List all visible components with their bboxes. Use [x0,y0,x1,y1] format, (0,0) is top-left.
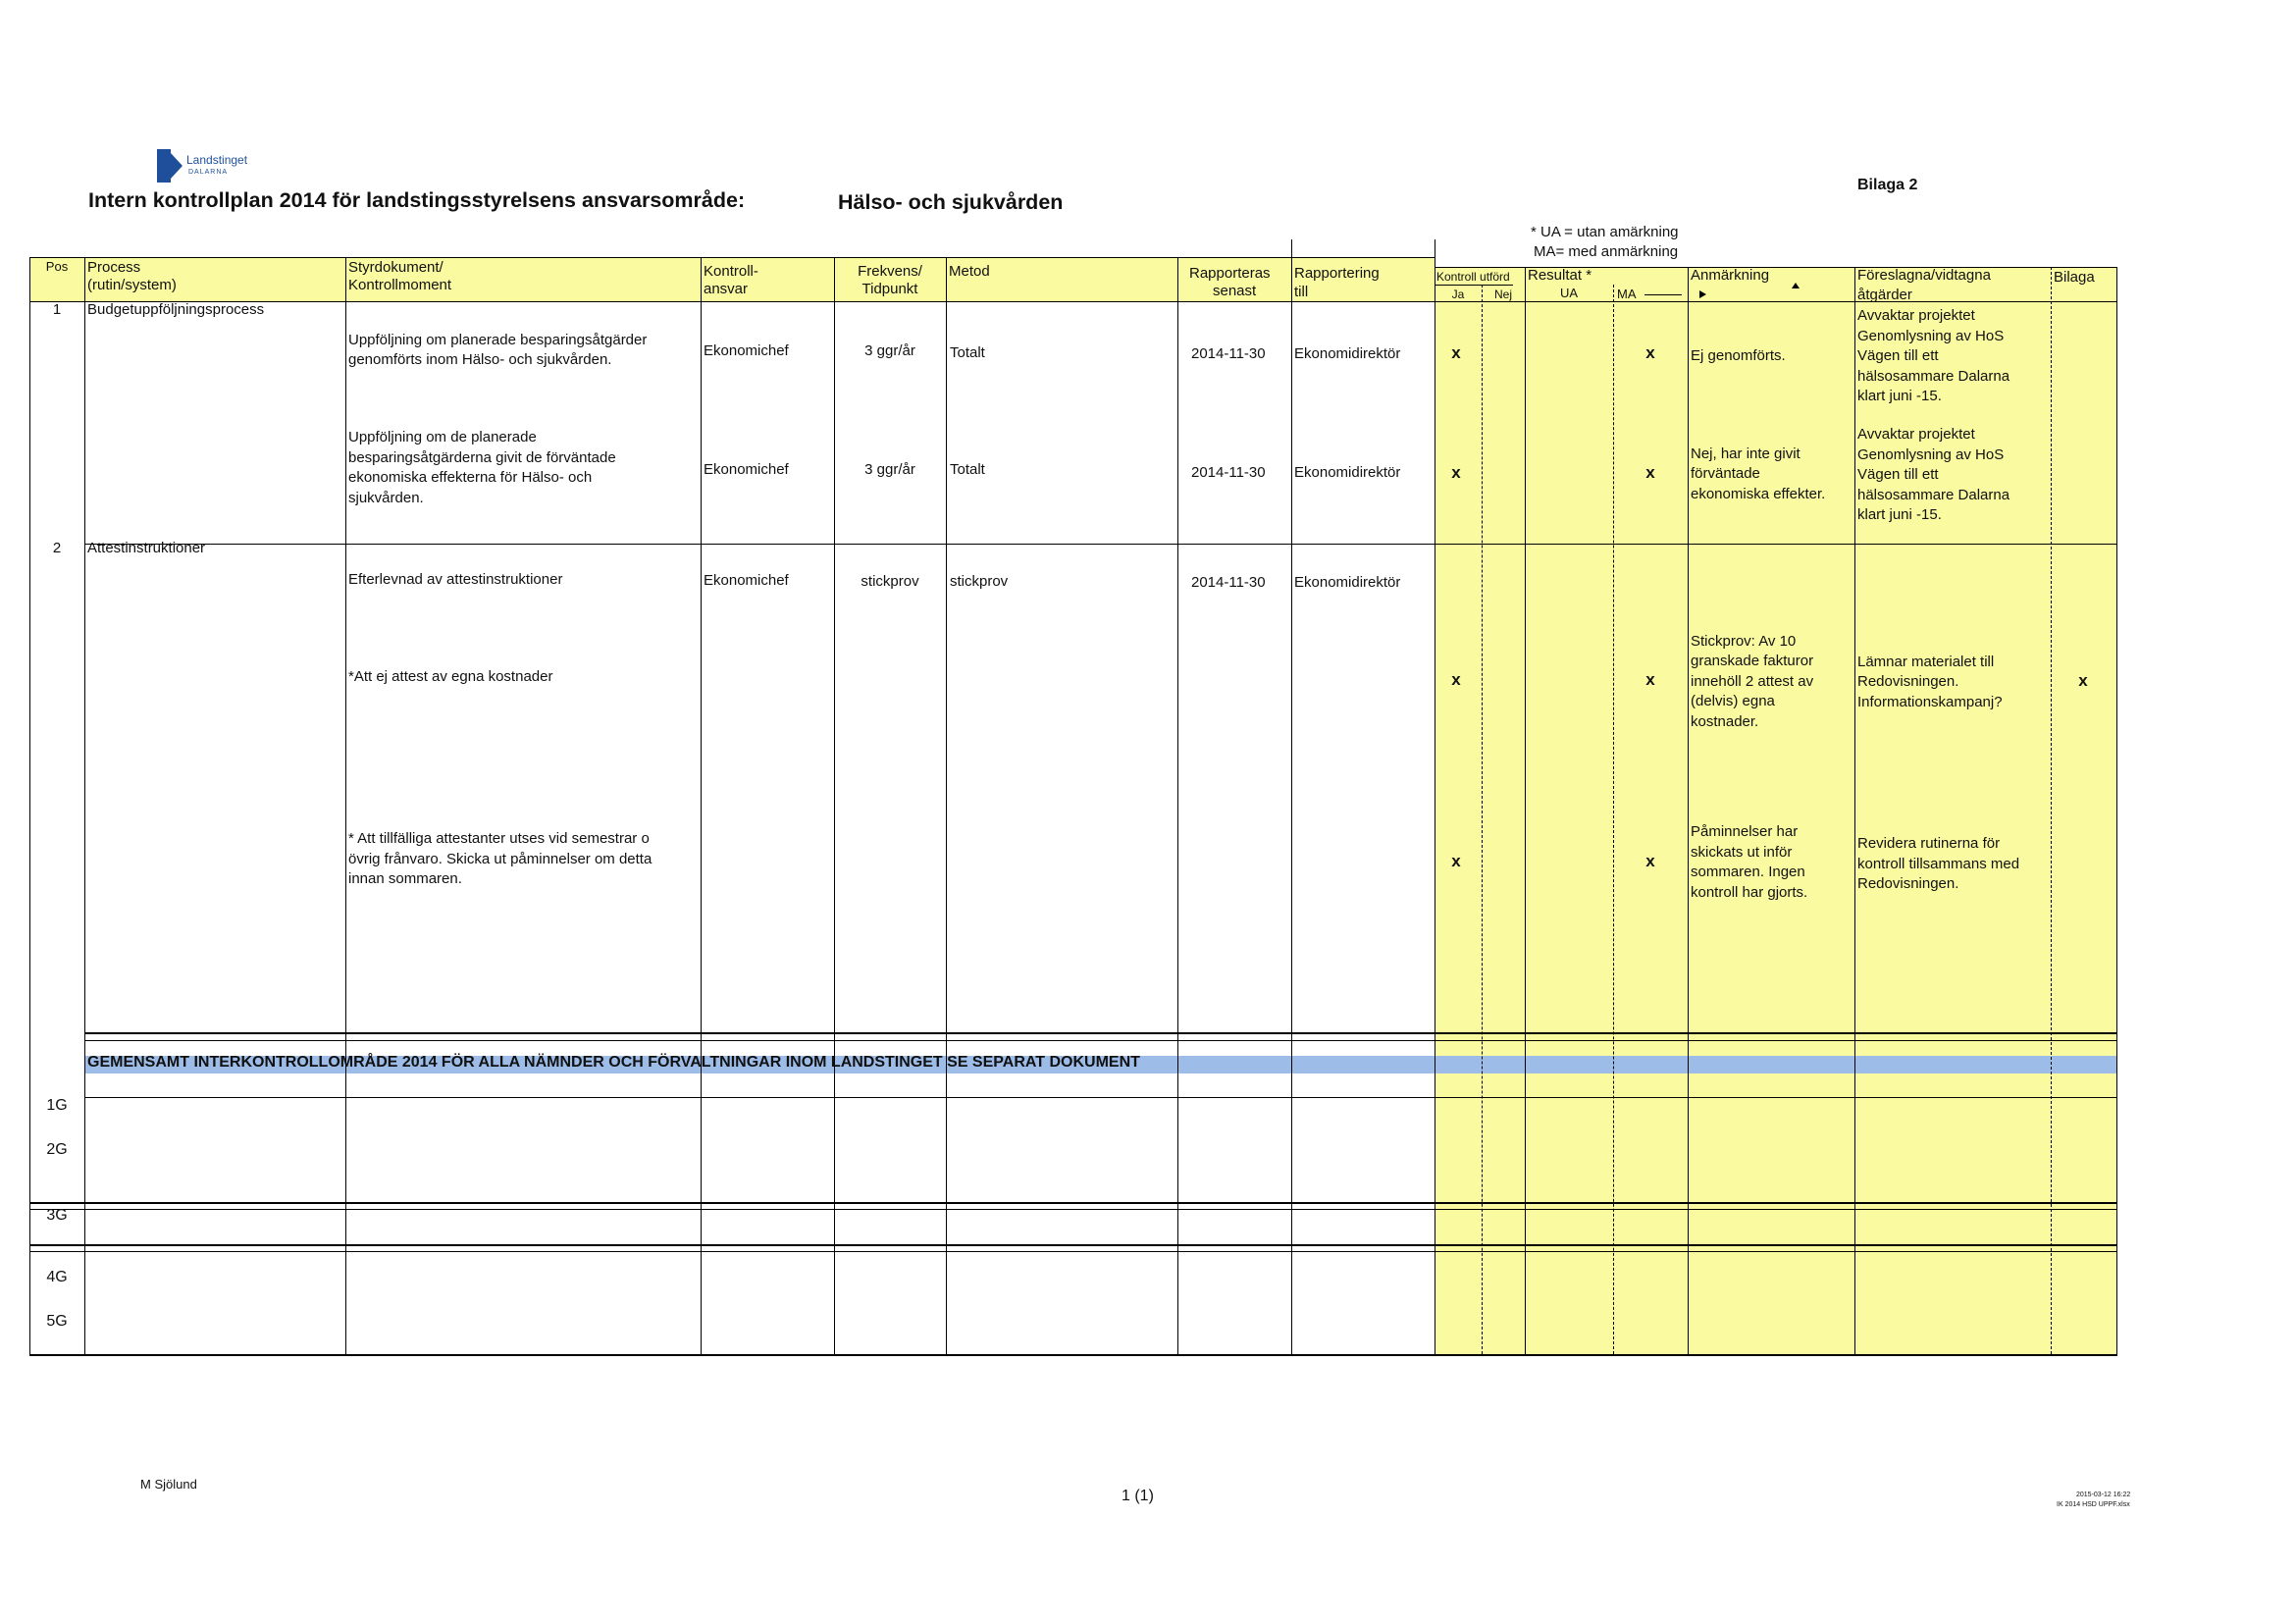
row2-process: Attestinstruktioner [87,540,206,556]
row1b-ja-mark: x [1451,463,1461,482]
footer-page-number: 1 (1) [1122,1488,1154,1504]
grid-line [29,257,1435,258]
col-header-resultat: Resultat * [1528,267,1592,284]
logo-org-sub: DALARNA [188,169,229,176]
col-header-frekvens-line2: Tidpunkt [861,281,918,297]
row1b-anmarkning-line2: förväntade [1691,465,1760,482]
col-header-ua: UA [1559,286,1579,300]
col-header-anmarkning: Anmärkning [1691,267,1770,284]
grid-line [1482,285,1483,1354]
row2b-anmarkning-line3: innehöll 2 attest av [1691,673,1814,690]
row2a-metod: stickprov [950,573,1009,590]
row2b-anmarkning-line5: kostnader. [1691,713,1759,730]
row2b-atgard-line2: Redovisningen. [1857,673,1959,690]
row2c-moment-line3: innan sommaren. [348,870,462,887]
anmarkning-pointer-icon [1792,283,1800,288]
col-header-frekvens-line1: Frekvens/ [858,263,922,280]
row2c-moment-line1: * Att tillfälliga attestanter utses vid semestrar o [348,830,650,847]
row2c-ja-mark: x [1451,852,1461,870]
grid-line [946,257,947,1354]
row1b-frekvens: 3 ggr/år [864,461,915,478]
responsibility-area: Hälso- och sjukvården [838,190,1064,214]
row1a-senast: 2014-11-30 [1191,345,1266,362]
grid-line [701,257,702,1354]
row2b-anmarkning-line4: (delvis) egna [1691,693,1775,709]
grid-line [1291,239,1292,1354]
row2c-moment-line2: övrig frånvaro. Skicka ut påminnelser om detta [348,851,652,867]
ma-arrow-head-icon [1699,290,1706,298]
row2c-anmarkning-line4: kontroll har gjorts. [1691,884,1808,901]
grid-line [29,1354,2117,1356]
row1a-atgard-line1: Avvaktar projektet [1857,307,1975,324]
document-title: Intern kontrollplan 2014 för landstingsstyrelsens ansvarsområde: [88,188,746,212]
logo-mark [157,149,171,183]
attachment-label: Bilaga 2 [1857,177,1918,193]
grid-line [1854,267,1855,1354]
logo-org-name: Landstinget [186,153,248,167]
grid-line [29,1209,2117,1210]
grid-line [2116,267,2117,1354]
row1b-atgard-line1: Avvaktar projektet [1857,426,1975,443]
row2a-ansvar: Ekonomichef [704,572,789,589]
row1a-moment-line2: genomförts inom Hälso- och sjukvården. [348,351,612,368]
grid-line [1177,257,1178,1354]
row1-pos: 1 [52,301,62,318]
row1a-till: Ekonomidirektör [1294,345,1401,362]
grid-line [29,257,30,1354]
col-header-kontrollansvar-line2: ansvar [704,281,749,297]
note-ma: MA= med anmärkning [1534,243,1679,260]
col-header-ja: Ja [1451,288,1465,301]
row1b-moment-line3: ekonomiska effekterna för Hälso- och [348,469,593,486]
col-header-rapportering-line2: till [1294,284,1309,300]
g-row-1g: 1G [46,1097,68,1114]
row1a-frekvens: 3 ggr/år [864,342,915,359]
col-header-styrdokument-line1: Styrdokument/ [348,259,444,276]
grid-line [84,1040,2117,1041]
row2c-anmarkning-line3: sommaren. Ingen [1691,864,1805,880]
grid-line [1688,267,1689,1354]
col-header-rapportering-line1: Rapportering [1294,265,1380,282]
grid-line [29,1202,2117,1204]
col-header-kontrollansvar-line1: Kontroll- [704,263,758,280]
g-row-3g: 3G [46,1207,68,1224]
row1a-atgard-line4: hälsosammare Dalarna [1857,368,2010,385]
col-header-nej: Nej [1493,288,1512,301]
row1b-atgard-line4: hälsosammare Dalarna [1857,487,2010,503]
grid-line [2051,267,2052,1354]
grid-line [1435,285,1513,286]
row1b-atgard-line2: Genomlysning av HoS [1857,446,2005,463]
row2c-anmarkning-line1: Påminnelser har [1691,823,1799,840]
grid-line [29,1244,2117,1246]
col-header-metod: Metod [949,263,990,280]
col-header-styrdokument-line2: Kontrollmoment [348,277,452,293]
grid-line [29,1251,2117,1252]
grid-line [29,301,2117,302]
col-header-pos: Pos [45,259,69,274]
note-ua: * UA = utan amärkning [1531,224,1679,240]
row1a-atgard-line3: Vägen till ett [1857,347,1939,364]
row1a-metod: Totalt [950,344,985,361]
logo-mark-arrow [171,153,183,179]
row2b-ma-mark: x [1645,670,1655,689]
col-header-rapporteras-line2: senast [1213,283,1257,299]
row1b-anmarkning-line1: Nej, har inte givit [1691,445,1800,462]
row1b-moment-line2: besparingsåtgärderna givit de förväntade [348,449,616,466]
row1a-ja-mark: x [1451,343,1461,362]
g-row-5g: 5G [46,1313,68,1330]
row1a-atgard-line5: klart juni -15. [1857,388,1942,404]
row1-process: Budgetuppföljningsprocess [87,301,265,318]
row2b-atgard-line3: Informationskampanj? [1857,694,2003,710]
row2c-atgard-line3: Redovisningen. [1857,875,1959,892]
col-header-atgarder-line2: åtgärder [1857,287,1912,303]
col-header-bilaga: Bilaga [2054,269,2095,286]
row1a-anmarkning: Ej genomförts. [1691,347,1786,364]
grid-line [1613,285,1614,1354]
col-header-atgarder-line1: Föreslagna/vidtagna [1857,267,1991,284]
row1b-till: Ekonomidirektör [1294,464,1401,481]
row2b-ja-mark: x [1451,670,1461,689]
row1a-ma-mark: x [1645,343,1655,362]
row1b-senast: 2014-11-30 [1191,464,1266,481]
row2c-ma-mark: x [1645,852,1655,870]
row1b-anmarkning-line3: ekonomiska effekter. [1691,486,1826,502]
footer-author: M Sjölund [140,1477,197,1492]
footer-file-name: IK 2014 HSD UPPF.xlsx [2057,1501,2130,1508]
row1b-moment-line1: Uppföljning om de planerade [348,429,537,445]
row1b-metod: Totalt [950,461,985,478]
col-header-ma: MA [1617,287,1637,301]
col-header-kontroll-utford: Kontroll utförd [1436,270,1510,284]
footer-print-timestamp: 2015-03-12 16:22 [2076,1492,2131,1498]
grid-line [84,1097,2117,1098]
grid-line [834,257,835,1354]
row2a-senast: 2014-11-30 [1191,574,1266,591]
row1b-ma-mark: x [1645,463,1655,482]
grid-line [84,1032,2117,1034]
row1b-moment-line4: sjukvården. [348,490,424,506]
row2a-till: Ekonomidirektör [1294,574,1401,591]
row2a-moment: Efterlevnad av attestinstruktioner [348,571,563,588]
row1a-moment-line1: Uppföljning om planerade besparingsåtgärder [348,332,648,348]
row2-pos: 2 [52,540,62,556]
col-header-rapporteras-line1: Rapporteras [1189,265,1271,282]
grid-line [84,544,2117,545]
row2a-frekvens: stickprov [861,573,919,590]
row1b-atgard-line5: klart juni -15. [1857,506,1942,523]
g-row-4g: 4G [46,1269,68,1285]
row2c-atgard-line1: Revidera rutinerna för [1857,835,2001,852]
col-header-process-line2: (rutin/system) [87,277,177,293]
row1a-ansvar: Ekonomichef [704,342,789,359]
row2c-anmarkning-line2: skickats ut inför [1691,844,1793,861]
ma-arrow-icon [1644,294,1682,295]
common-section-text: GEMENSAMT INTERKONTROLLOMRÅDE 2014 FÖR ALLA NÄMNDER OCH FÖRVALTNINGAR INOM LANDSTINGET SE SEPARAT DOKUMENT [87,1054,1140,1071]
col-header-process-line1: Process [87,259,141,276]
row2c-atgard-line2: kontroll tillsammans med [1857,856,2020,872]
row2b-atgard-line1: Lämnar materialet till [1857,654,1995,670]
grid-line [1525,267,1526,1354]
row2b-anmarkning-line1: Stickprov: Av 10 [1691,633,1797,650]
row1b-atgard-line3: Vägen till ett [1857,466,1939,483]
grid-line [345,257,346,1354]
row1a-atgard-line2: Genomlysning av HoS [1857,328,2005,344]
row2b-bilaga-mark: x [2078,671,2088,690]
row1b-ansvar: Ekonomichef [704,461,789,478]
row2b-anmarkning-line2: granskade fakturor [1691,653,1814,669]
g-row-2g: 2G [46,1141,68,1158]
grid-line [84,257,85,1354]
row2b-moment: *Att ej attest av egna kostnader [348,668,553,685]
